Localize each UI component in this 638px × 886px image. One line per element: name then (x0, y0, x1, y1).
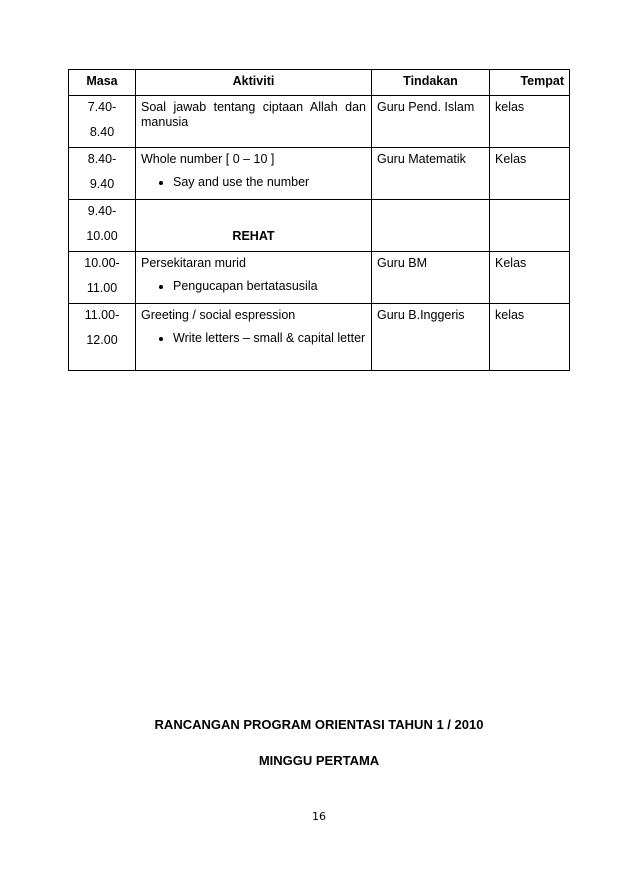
tempat-cell (490, 200, 570, 252)
masa-start: 8.40- (87, 152, 117, 166)
masa-cell (69, 252, 136, 304)
masa-end: 11.00 (86, 281, 118, 295)
bullet-item: • Say and use the number (173, 175, 366, 190)
bullet-list (141, 331, 366, 346)
aktiviti-text: Persekitaran murid (141, 256, 246, 270)
masa-cell (69, 96, 136, 148)
header-masa: Masa (69, 70, 136, 96)
header-tindakan: Tindakan (372, 70, 490, 96)
document-subtitle: MINGGU PERTAMA (258, 753, 380, 768)
tempat-cell: Kelas (490, 252, 570, 304)
tindakan-cell: Guru B.Inggeris (372, 304, 490, 371)
table-row (69, 200, 570, 252)
table-row (69, 148, 570, 200)
aktiviti-cell (136, 304, 372, 371)
aktiviti-text: Greeting / social espression (141, 308, 296, 322)
masa-start: 7.40- (87, 100, 117, 114)
document-title: RANCANGAN PROGRAM ORIENTASI TAHUN 1 / 2010 (154, 717, 484, 732)
bullet-list (141, 175, 366, 190)
page-number: 16 (312, 810, 326, 823)
masa-end: 8.40 (89, 125, 115, 139)
masa-end: 9.40 (89, 177, 115, 191)
table-row (69, 252, 570, 304)
schedule-table (68, 69, 570, 371)
aktiviti-text: Whole number [ 0 – 10 ] (141, 152, 275, 166)
masa-start: 10.00- (84, 256, 120, 270)
tindakan-cell: Guru Pend. Islam (372, 96, 490, 148)
header-tempat: Tempat (490, 70, 570, 96)
masa-end: 10.00 (86, 229, 118, 243)
masa-end: 12.00 (86, 333, 118, 347)
masa-cell (69, 304, 136, 371)
bullet-item: • Pengucapan bertatasusila (173, 279, 366, 294)
tindakan-cell (372, 200, 490, 252)
table-header-row (69, 70, 570, 96)
masa-cell (69, 200, 136, 252)
header-aktiviti: Aktiviti (136, 70, 372, 96)
rehat-label: REHAT (232, 229, 275, 243)
tempat-cell: kelas (490, 96, 570, 148)
table-row (69, 96, 570, 148)
tempat-cell: Kelas (490, 148, 570, 200)
tindakan-cell: Guru Matematik (372, 148, 490, 200)
tempat-cell: kelas (490, 304, 570, 371)
masa-cell (69, 148, 136, 200)
table-row (69, 304, 570, 371)
masa-start: 11.00- (84, 308, 120, 322)
aktiviti-cell (136, 252, 372, 304)
aktiviti-cell (136, 200, 372, 252)
bullet-list (141, 279, 366, 294)
aktiviti-cell: Soal jawab tentang ciptaan Allah dan manusia (136, 96, 372, 148)
tindakan-cell: Guru BM (372, 252, 490, 304)
bullet-item: • Write letters – small & capital letter (173, 331, 366, 346)
masa-start: 9.40- (87, 204, 117, 218)
aktiviti-cell (136, 148, 372, 200)
